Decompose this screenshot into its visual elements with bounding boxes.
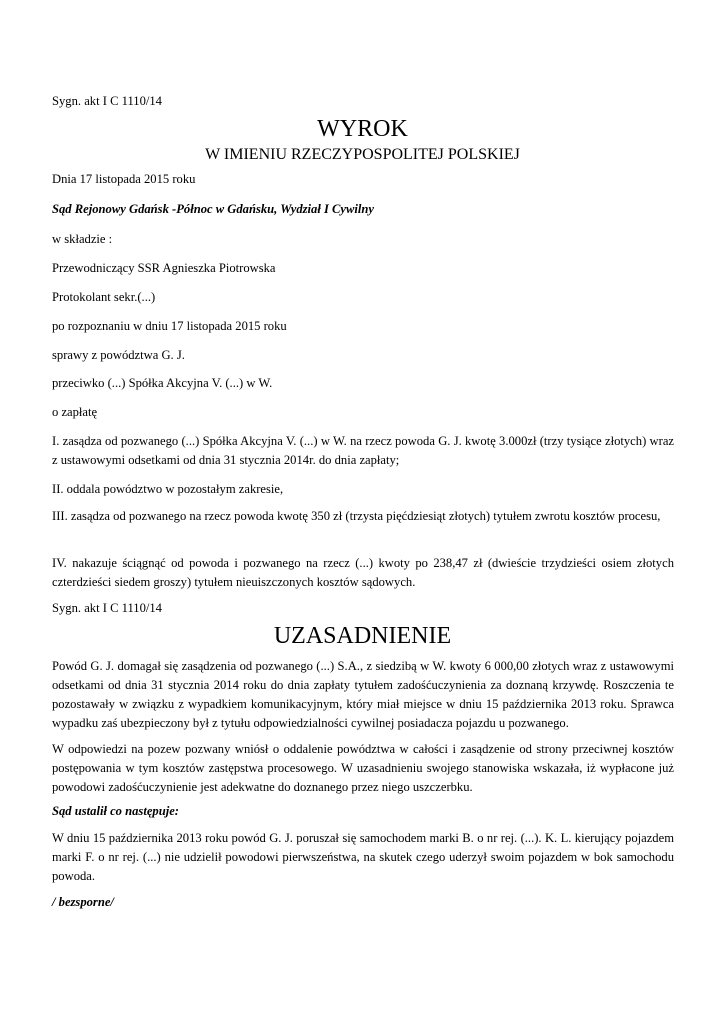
findings-heading: Sąd ustalił co następuje:	[52, 804, 180, 818]
findings-paragraph: W dniu 15 października 2013 roku powód G. J. poruszał się samochodem marki B. o nr rej. (...). K. L. kierujący pojazdem marki F. o nr rej. (...) nie udzielił powodowi pierwszeństwa, na skutek czego uderzył swoim pojazdem w bok samochodu powoda.	[52, 831, 674, 883]
judgment-subtitle: W IMIENIU RZECZYPOSPOLITEJ POLSKIEJ	[205, 146, 520, 163]
court-clerk: Protokolant sekr.(...)	[52, 290, 156, 304]
judgment-title: WYROK	[317, 116, 408, 142]
case-reference-bottom: Sygn. akt I C 1110/14	[52, 601, 162, 615]
hearing-date: po rozpoznaniu w dniu 17 listopada 2015 roku	[52, 319, 287, 333]
defendant-line: przeciwko (...) Spółka Akcyjna V. (...) w W.	[52, 376, 273, 390]
presiding-judge: Przewodniczący SSR Agnieszka Piotrowska	[52, 261, 276, 275]
undisputed-note: / bezsporne/	[52, 895, 114, 909]
judgment-date: Dnia 17 listopada 2015 roku	[52, 172, 196, 186]
subject-line: o zapłatę	[52, 405, 98, 419]
justification-title: UZASADNIENIE	[273, 623, 452, 649]
justification-paragraph: W odpowiedzi na pozew pozwany wniósł o oddalenie powództwa w całości i zasądzenie od strony przeciwnej kosztów postępowania w tym kosztów zastępstwa procesowego. W uzasadnieniu swojego stanowiska wskazała, iż wypłacone już powodowi zadośćuczynienie jest adekwatne do doznanego przez niego uszczerbku.	[52, 742, 674, 794]
court-name: Sąd Rejonowy Gdańsk -Północ w Gdańsku, Wydział I Cywilny	[52, 202, 375, 216]
justification-paragraph: Powód G. J. domagał się zasądzenia od pozwanego (...) S.A., z siedzibą w W. kwoty 6 000,00 złotych wraz z ustawowymi odsetkami od dnia 31 stycznia 2014 roku do dnia zapłaty tytułem zadośćuczynienia za doznaną krzywdę. Roszczenia te pozostawały w związku z wypadkiem komunikacyjnym, który miał miejsce w dniu 15 października 2013 roku. Sprawca wypadku zaś ubezpieczony był z tytułu odpowiedzialności cywilnej posiadacza pojazdu u pozwanego.	[52, 659, 674, 730]
ruling-item: IV. nakazuje ściągnąć od powoda i pozwanego na rzecz (...) kwoty po 238,47 zł (dwieście trzydzieści osiem złotych czterdzieści siedem groszy) tytułem nieuiszczonych kosztów sądowych.	[52, 556, 674, 589]
ruling-item: I. zasądza od pozwanego (...) Spółka Akcyjna V. (...) w W. na rzecz powoda G. J. kwotę 3.000zł (trzy tysiące złotych) wraz z ustawowymi odsetkami od dnia 31 stycznia 2014r. do dnia zapłaty;	[52, 434, 674, 467]
case-reference-top: Sygn. akt I C 1110/14	[52, 94, 162, 108]
composition-label: w składzie :	[52, 232, 113, 246]
plaintiff-line: sprawy z powództwa G. J.	[52, 348, 185, 362]
ruling-item: III. zasądza od pozwanego na rzecz powoda kwotę 350 zł (trzysta pięćdziesiąt złotych) tytułem zwrotu kosztów procesu,	[52, 509, 661, 523]
ruling-item: II. oddala powództwo w pozostałym zakresie,	[52, 482, 284, 496]
